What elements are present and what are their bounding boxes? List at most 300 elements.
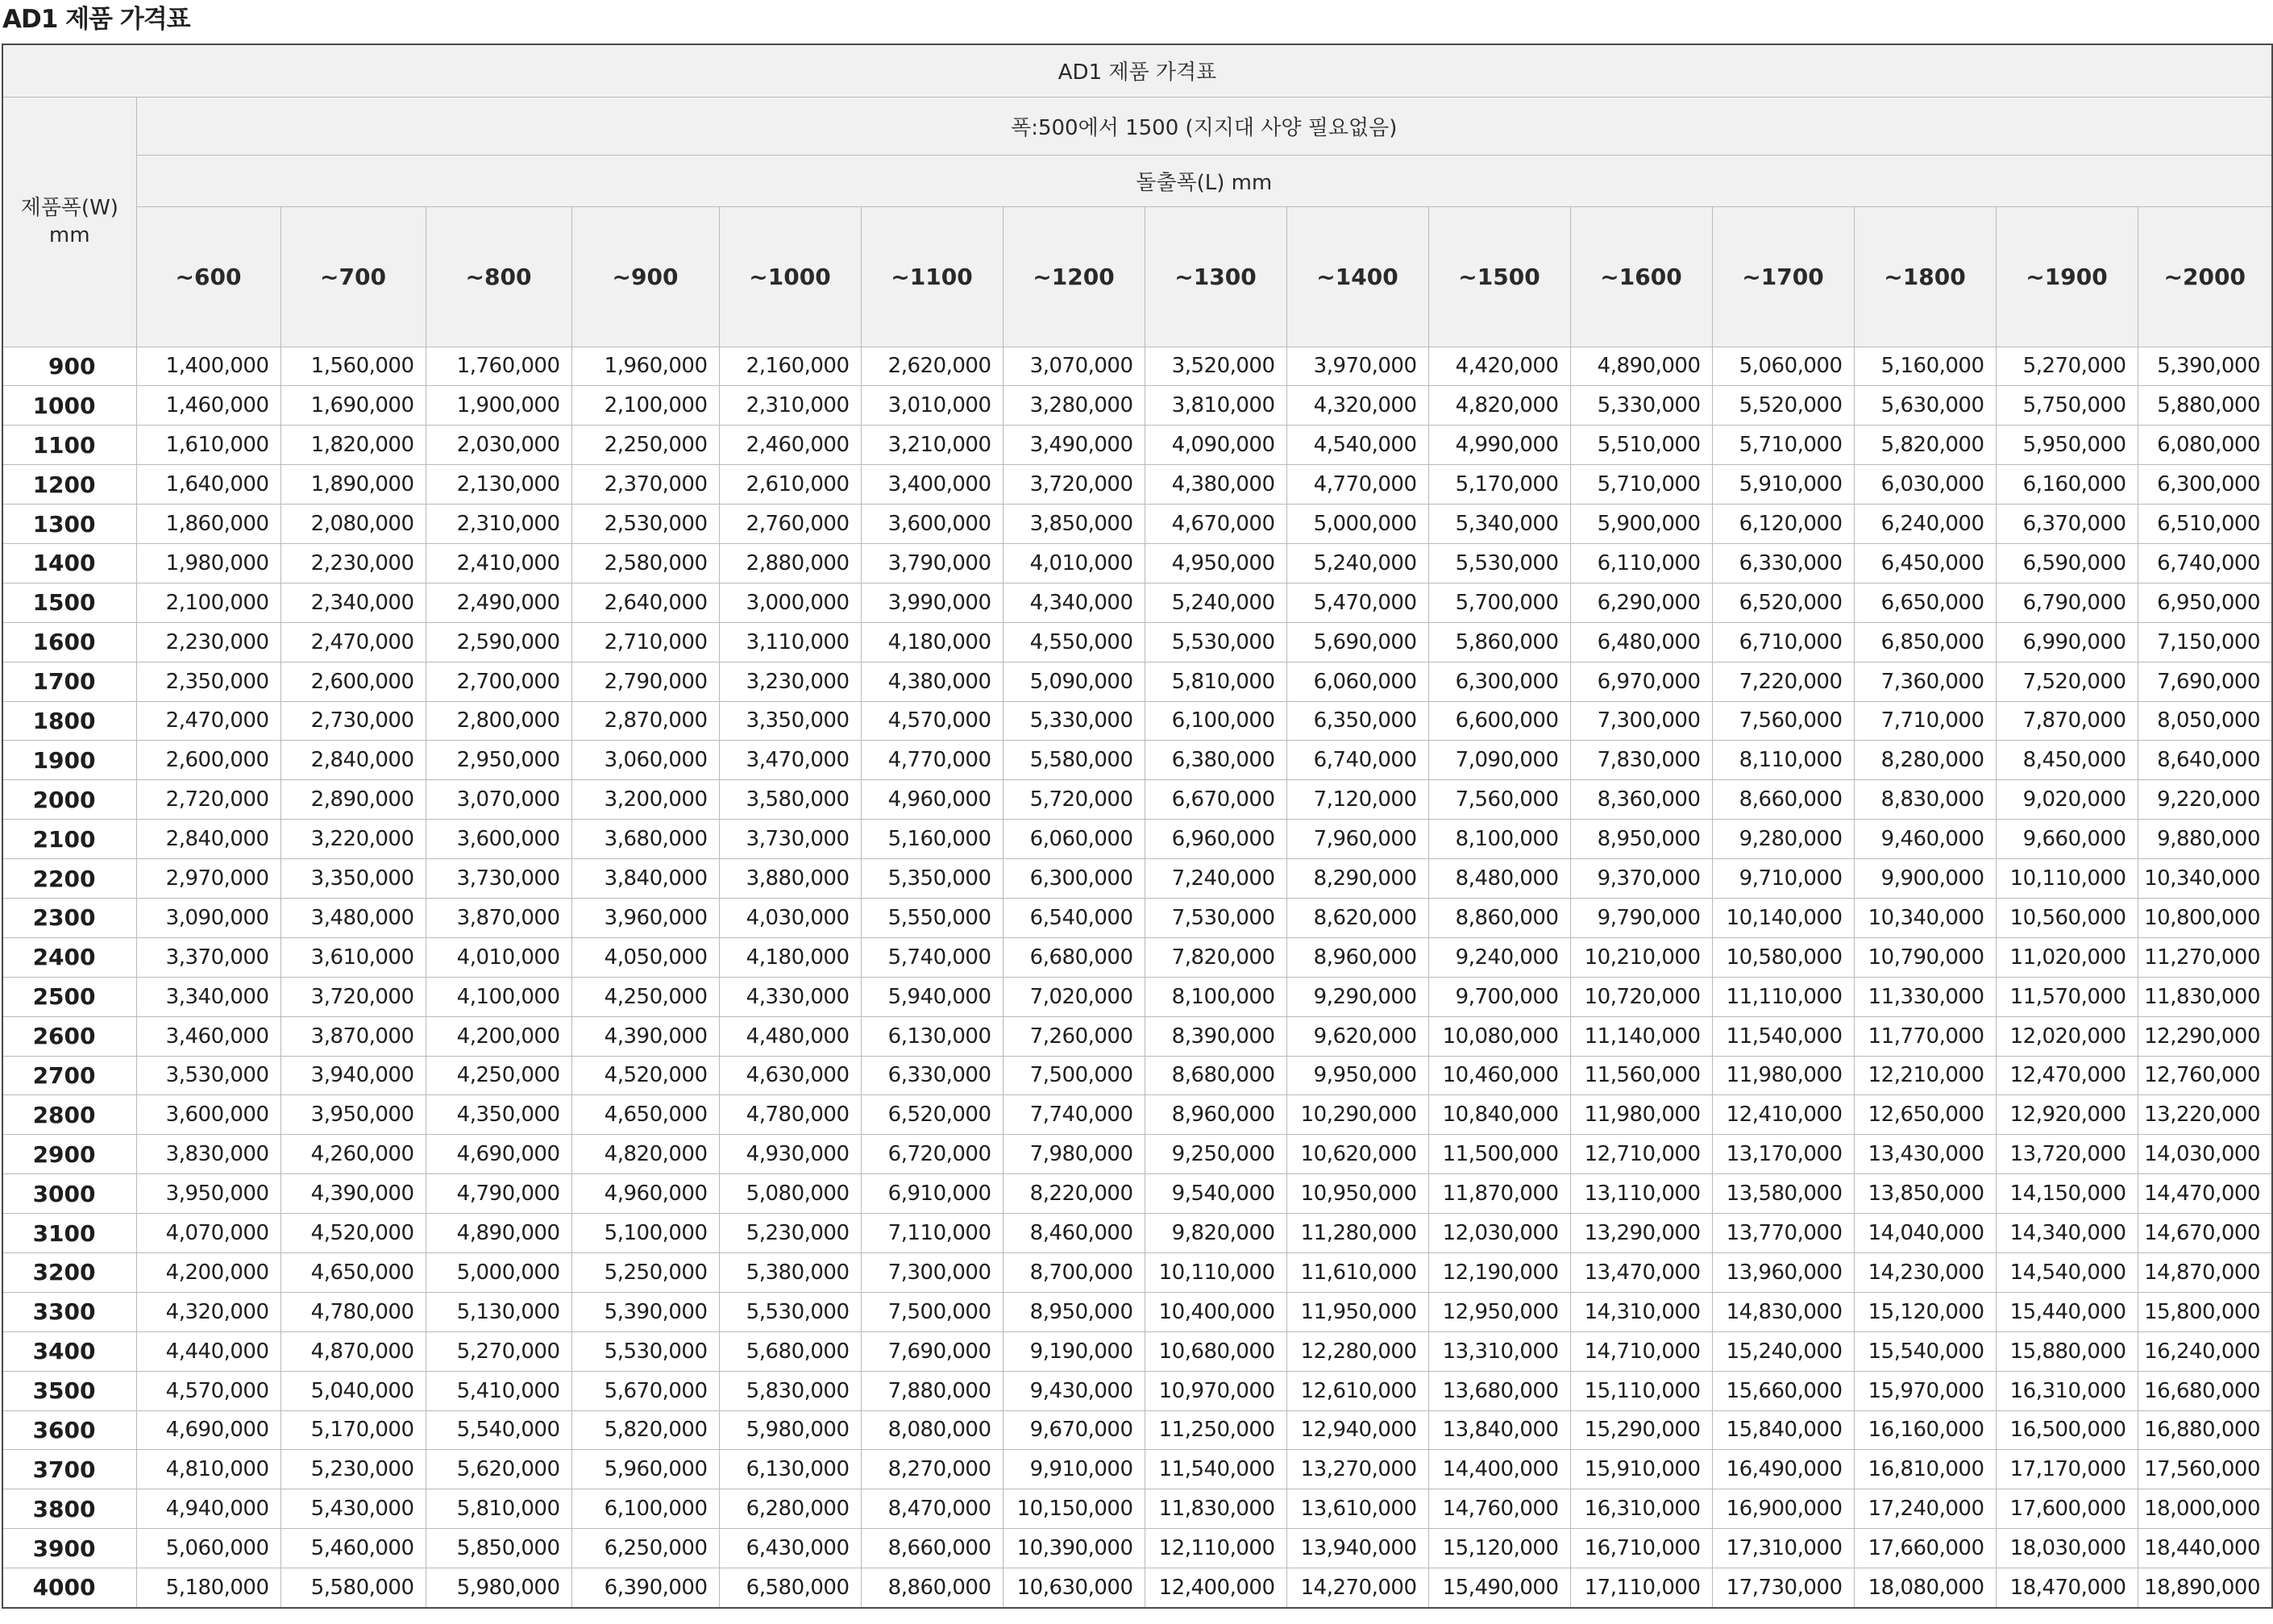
price-cell: 6,600,000 — [1428, 701, 1570, 741]
table-row — [2, 583, 2272, 622]
price-cell: 3,970,000 — [1286, 347, 1428, 386]
price-cell: 5,230,000 — [719, 1214, 861, 1253]
price-cell: 6,250,000 — [571, 1529, 719, 1568]
price-cell: 5,060,000 — [136, 1529, 280, 1568]
price-cell: 3,880,000 — [719, 859, 861, 899]
price-cell: 6,740,000 — [2138, 543, 2272, 583]
price-cell: 6,030,000 — [1854, 465, 1996, 505]
row-width-label: 1500 — [2, 583, 136, 622]
table-row — [2, 465, 2272, 505]
price-cell: 1,690,000 — [280, 386, 426, 426]
column-header: ~1600 — [1570, 206, 1712, 347]
price-cell: 5,980,000 — [719, 1410, 861, 1450]
price-cell: 6,080,000 — [2138, 426, 2272, 465]
price-cell: 1,900,000 — [426, 386, 571, 426]
price-cell: 4,820,000 — [1428, 386, 1570, 426]
price-cell: 4,960,000 — [861, 780, 1003, 820]
price-cell: 1,560,000 — [280, 347, 426, 386]
price-cell: 3,520,000 — [1145, 347, 1286, 386]
price-cell: 11,830,000 — [2138, 977, 2272, 1016]
price-cell: 4,480,000 — [719, 1016, 861, 1056]
price-cell: 11,540,000 — [1145, 1450, 1286, 1489]
price-cell: 12,190,000 — [1428, 1252, 1570, 1292]
price-cell: 5,270,000 — [426, 1331, 571, 1371]
price-cell: 5,390,000 — [2138, 347, 2272, 386]
price-cell: 7,880,000 — [861, 1371, 1003, 1410]
price-cell: 10,630,000 — [1003, 1568, 1145, 1608]
price-cell: 6,540,000 — [1003, 898, 1145, 937]
price-cell: 6,380,000 — [1145, 741, 1286, 780]
table-row — [2, 1529, 2272, 1568]
price-cell: 2,790,000 — [571, 662, 719, 701]
price-cell: 7,830,000 — [1570, 741, 1712, 780]
column-header: ~1500 — [1428, 206, 1570, 347]
price-cell: 6,120,000 — [1712, 505, 1854, 544]
price-cell: 3,990,000 — [861, 583, 1003, 622]
price-cell: 4,010,000 — [426, 937, 571, 977]
price-cell: 4,180,000 — [719, 937, 861, 977]
price-cell: 1,820,000 — [280, 426, 426, 465]
price-cell: 5,100,000 — [571, 1214, 719, 1253]
row-width-label: 2600 — [2, 1016, 136, 1056]
price-cell: 5,470,000 — [1286, 583, 1428, 622]
row-width-label: 2400 — [2, 937, 136, 977]
table-row — [2, 1371, 2272, 1410]
price-cell: 17,110,000 — [1570, 1568, 1712, 1608]
table-row — [2, 426, 2272, 465]
price-cell: 8,960,000 — [1145, 1095, 1286, 1135]
price-cell: 1,640,000 — [136, 465, 280, 505]
price-cell: 14,310,000 — [1570, 1292, 1712, 1331]
price-cell: 14,400,000 — [1428, 1450, 1570, 1489]
price-cell: 6,850,000 — [1854, 622, 1996, 662]
price-cell: 11,500,000 — [1428, 1135, 1570, 1174]
table-row — [2, 622, 2272, 662]
price-cell: 3,340,000 — [136, 977, 280, 1016]
price-cell: 4,940,000 — [136, 1489, 280, 1529]
price-cell: 17,730,000 — [1712, 1568, 1854, 1608]
price-cell: 12,920,000 — [1996, 1095, 2138, 1135]
price-cell: 17,170,000 — [1996, 1450, 2138, 1489]
table-row — [2, 1489, 2272, 1529]
price-cell: 13,680,000 — [1428, 1371, 1570, 1410]
price-cell: 2,710,000 — [571, 622, 719, 662]
price-cell: 3,070,000 — [426, 780, 571, 820]
price-cell: 13,430,000 — [1854, 1135, 1996, 1174]
price-cell: 3,720,000 — [280, 977, 426, 1016]
price-cell: 6,430,000 — [719, 1529, 861, 1568]
price-cell: 5,080,000 — [719, 1174, 861, 1214]
column-header: ~1400 — [1286, 206, 1428, 347]
price-cell: 12,290,000 — [2138, 1016, 2272, 1056]
price-cell: 5,390,000 — [571, 1292, 719, 1331]
row-width-label: 3100 — [2, 1214, 136, 1253]
price-cell: 16,160,000 — [1854, 1410, 1996, 1450]
price-cell: 18,890,000 — [2138, 1568, 2272, 1608]
price-cell: 16,240,000 — [2138, 1331, 2272, 1371]
price-cell: 6,710,000 — [1712, 622, 1854, 662]
price-cell: 2,370,000 — [571, 465, 719, 505]
price-cell: 2,640,000 — [571, 583, 719, 622]
price-cell: 8,660,000 — [1712, 780, 1854, 820]
table-row — [2, 1331, 2272, 1371]
price-cell: 11,110,000 — [1712, 977, 1854, 1016]
price-cell: 10,620,000 — [1286, 1135, 1428, 1174]
price-cell: 5,550,000 — [861, 898, 1003, 937]
price-cell: 2,620,000 — [861, 347, 1003, 386]
price-cell: 4,030,000 — [719, 898, 861, 937]
price-cell: 2,340,000 — [280, 583, 426, 622]
price-cell: 7,500,000 — [861, 1292, 1003, 1331]
price-cell: 5,040,000 — [280, 1371, 426, 1410]
price-cell: 3,940,000 — [280, 1056, 426, 1095]
price-cell: 8,100,000 — [1145, 977, 1286, 1016]
price-cell: 15,240,000 — [1712, 1331, 1854, 1371]
price-cell: 13,720,000 — [1996, 1135, 2138, 1174]
price-cell: 13,290,000 — [1570, 1214, 1712, 1253]
price-cell: 2,720,000 — [136, 780, 280, 820]
price-cell: 11,330,000 — [1854, 977, 1996, 1016]
price-cell: 8,390,000 — [1145, 1016, 1286, 1056]
price-cell: 16,490,000 — [1712, 1450, 1854, 1489]
price-cell: 16,310,000 — [1996, 1371, 2138, 1410]
price-cell: 4,690,000 — [136, 1410, 280, 1450]
price-cell: 2,410,000 — [426, 543, 571, 583]
price-cell: 4,330,000 — [719, 977, 861, 1016]
price-cell: 9,670,000 — [1003, 1410, 1145, 1450]
price-cell: 3,720,000 — [1003, 465, 1145, 505]
price-cell: 4,990,000 — [1428, 426, 1570, 465]
price-cell: 6,910,000 — [861, 1174, 1003, 1214]
price-cell: 5,330,000 — [1003, 701, 1145, 741]
price-cell: 10,150,000 — [1003, 1489, 1145, 1529]
price-cell: 15,490,000 — [1428, 1568, 1570, 1608]
price-cell: 16,710,000 — [1570, 1529, 1712, 1568]
price-cell: 14,040,000 — [1854, 1214, 1996, 1253]
price-cell: 9,540,000 — [1145, 1174, 1286, 1214]
price-cell: 6,370,000 — [1996, 505, 2138, 544]
price-cell: 4,250,000 — [426, 1056, 571, 1095]
price-cell: 2,230,000 — [280, 543, 426, 583]
price-cell: 17,560,000 — [2138, 1450, 2272, 1489]
price-cell: 15,120,000 — [1854, 1292, 1996, 1331]
price-cell: 5,810,000 — [426, 1489, 571, 1529]
price-cell: 12,020,000 — [1996, 1016, 2138, 1056]
price-cell: 9,220,000 — [2138, 780, 2272, 820]
price-cell: 3,830,000 — [136, 1135, 280, 1174]
price-cell: 14,540,000 — [1996, 1252, 2138, 1292]
price-cell: 2,840,000 — [280, 741, 426, 780]
price-cell: 13,470,000 — [1570, 1252, 1712, 1292]
price-cell: 18,080,000 — [1854, 1568, 1996, 1608]
price-cell: 4,380,000 — [861, 662, 1003, 701]
price-cell: 9,950,000 — [1286, 1056, 1428, 1095]
price-cell: 2,760,000 — [719, 505, 861, 544]
price-cell: 2,600,000 — [280, 662, 426, 701]
price-cell: 3,350,000 — [719, 701, 861, 741]
price-cell: 14,270,000 — [1286, 1568, 1428, 1608]
price-cell: 1,610,000 — [136, 426, 280, 465]
price-cell: 5,690,000 — [1286, 622, 1428, 662]
price-cell: 2,230,000 — [136, 622, 280, 662]
price-cell: 6,130,000 — [719, 1450, 861, 1489]
price-cell: 3,200,000 — [571, 780, 719, 820]
price-cell: 13,770,000 — [1712, 1214, 1854, 1253]
width-range-note: 폭:500에서 1500 (지지대 사양 필요없음) — [136, 97, 2272, 155]
price-cell: 7,980,000 — [1003, 1135, 1145, 1174]
price-cell: 18,030,000 — [1996, 1529, 2138, 1568]
price-cell: 11,610,000 — [1286, 1252, 1428, 1292]
price-cell: 5,350,000 — [861, 859, 1003, 899]
price-cell: 5,900,000 — [1570, 505, 1712, 544]
price-cell: 5,880,000 — [2138, 386, 2272, 426]
price-cell: 11,280,000 — [1286, 1214, 1428, 1253]
price-cell: 8,860,000 — [1428, 898, 1570, 937]
price-cell: 3,610,000 — [280, 937, 426, 977]
table-row — [2, 859, 2272, 899]
price-cell: 15,290,000 — [1570, 1410, 1712, 1450]
price-cell: 4,380,000 — [1145, 465, 1286, 505]
table-row — [2, 1568, 2272, 1608]
price-cell: 18,440,000 — [2138, 1529, 2272, 1568]
price-cell: 9,710,000 — [1712, 859, 1854, 899]
price-cell: 5,090,000 — [1003, 662, 1145, 701]
price-cell: 4,250,000 — [571, 977, 719, 1016]
price-cell: 3,070,000 — [1003, 347, 1145, 386]
price-cell: 6,330,000 — [1712, 543, 1854, 583]
price-cell: 5,980,000 — [426, 1568, 571, 1608]
price-cell: 3,870,000 — [280, 1016, 426, 1056]
price-cell: 6,300,000 — [1428, 662, 1570, 701]
table-row — [2, 1056, 2272, 1095]
price-cell: 17,600,000 — [1996, 1489, 2138, 1529]
price-cell: 12,710,000 — [1570, 1135, 1712, 1174]
price-cell: 11,560,000 — [1570, 1056, 1712, 1095]
price-cell: 8,700,000 — [1003, 1252, 1145, 1292]
price-cell: 4,420,000 — [1428, 347, 1570, 386]
price-cell: 4,950,000 — [1145, 543, 1286, 583]
row-header-label-line1: 제품폭(W) — [20, 196, 118, 220]
row-width-label: 1700 — [2, 662, 136, 701]
price-cell: 3,470,000 — [719, 741, 861, 780]
price-cell: 13,170,000 — [1712, 1135, 1854, 1174]
table-row — [2, 1410, 2272, 1450]
price-cell: 7,740,000 — [1003, 1095, 1145, 1135]
price-cell: 4,770,000 — [1286, 465, 1428, 505]
price-cell: 6,590,000 — [1996, 543, 2138, 583]
price-cell: 18,000,000 — [2138, 1489, 2272, 1529]
price-cell: 14,340,000 — [1996, 1214, 2138, 1253]
row-width-label: 1900 — [2, 741, 136, 780]
price-cell: 3,810,000 — [1145, 386, 1286, 426]
table-row — [2, 820, 2272, 859]
price-cell: 2,160,000 — [719, 347, 861, 386]
price-cell: 6,960,000 — [1145, 820, 1286, 859]
table-row — [2, 505, 2272, 544]
price-cell: 11,140,000 — [1570, 1016, 1712, 1056]
price-cell: 15,120,000 — [1428, 1529, 1570, 1568]
row-header-label-line2: mm — [48, 223, 90, 247]
price-cell: 6,580,000 — [719, 1568, 861, 1608]
price-cell: 15,880,000 — [1996, 1331, 2138, 1371]
table-row — [2, 741, 2272, 780]
price-cell: 4,820,000 — [571, 1135, 719, 1174]
price-cell: 6,110,000 — [1570, 543, 1712, 583]
table-row — [2, 977, 2272, 1016]
row-width-label: 2100 — [2, 820, 136, 859]
price-cell: 3,280,000 — [1003, 386, 1145, 426]
price-cell: 11,570,000 — [1996, 977, 2138, 1016]
table-row — [2, 1292, 2272, 1331]
column-header: ~700 — [280, 206, 426, 347]
price-cell: 3,580,000 — [719, 780, 861, 820]
price-cell: 10,110,000 — [1996, 859, 2138, 899]
price-cell: 11,270,000 — [2138, 937, 2272, 977]
price-cell: 8,680,000 — [1145, 1056, 1286, 1095]
column-header: ~1000 — [719, 206, 861, 347]
price-cell: 13,110,000 — [1570, 1174, 1712, 1214]
price-cell: 6,990,000 — [1996, 622, 2138, 662]
column-header: ~1800 — [1854, 206, 1996, 347]
price-cell: 8,080,000 — [861, 1410, 1003, 1450]
price-cell: 4,070,000 — [136, 1214, 280, 1253]
price-cell: 7,560,000 — [1712, 701, 1854, 741]
row-width-label: 2900 — [2, 1135, 136, 1174]
price-cell: 9,370,000 — [1570, 859, 1712, 899]
price-cell: 12,760,000 — [2138, 1056, 2272, 1095]
price-cell: 3,090,000 — [136, 898, 280, 937]
price-cell: 5,580,000 — [280, 1568, 426, 1608]
row-width-label: 3200 — [2, 1252, 136, 1292]
price-cell: 3,000,000 — [719, 583, 861, 622]
row-width-label: 1100 — [2, 426, 136, 465]
row-width-label: 3500 — [2, 1371, 136, 1410]
price-cell: 16,310,000 — [1570, 1489, 1712, 1529]
price-cell: 7,690,000 — [2138, 662, 2272, 701]
price-cell: 13,840,000 — [1428, 1410, 1570, 1450]
price-cell: 5,710,000 — [1712, 426, 1854, 465]
price-cell: 4,790,000 — [426, 1174, 571, 1214]
price-cell: 8,290,000 — [1286, 859, 1428, 899]
table-row — [2, 1252, 2272, 1292]
price-cell: 5,810,000 — [1145, 662, 1286, 701]
price-cell: 5,820,000 — [1854, 426, 1996, 465]
column-header: ~1700 — [1712, 206, 1854, 347]
price-cell: 13,270,000 — [1286, 1450, 1428, 1489]
price-cell: 3,960,000 — [571, 898, 719, 937]
row-width-label: 900 — [2, 347, 136, 386]
price-cell: 2,350,000 — [136, 662, 280, 701]
price-cell: 3,600,000 — [426, 820, 571, 859]
price-cell: 14,710,000 — [1570, 1331, 1712, 1371]
price-cell: 6,240,000 — [1854, 505, 1996, 544]
price-cell: 7,360,000 — [1854, 662, 1996, 701]
price-cell: 11,980,000 — [1570, 1095, 1712, 1135]
price-cell: 13,580,000 — [1712, 1174, 1854, 1214]
table-row — [2, 543, 2272, 583]
price-cell: 4,570,000 — [861, 701, 1003, 741]
price-cell: 5,530,000 — [1145, 622, 1286, 662]
price-table — [2, 44, 2273, 1609]
price-cell: 8,360,000 — [1570, 780, 1712, 820]
price-cell: 12,210,000 — [1854, 1056, 1996, 1095]
price-cell: 5,230,000 — [280, 1450, 426, 1489]
price-cell: 9,820,000 — [1145, 1214, 1286, 1253]
price-cell: 3,680,000 — [571, 820, 719, 859]
price-cell: 7,260,000 — [1003, 1016, 1145, 1056]
price-cell: 10,680,000 — [1145, 1331, 1286, 1371]
price-cell: 1,980,000 — [136, 543, 280, 583]
price-cell: 16,810,000 — [1854, 1450, 1996, 1489]
row-width-label: 2700 — [2, 1056, 136, 1095]
price-cell: 13,310,000 — [1428, 1331, 1570, 1371]
price-cell: 3,850,000 — [1003, 505, 1145, 544]
price-cell: 3,230,000 — [719, 662, 861, 701]
price-cell: 5,910,000 — [1712, 465, 1854, 505]
price-cell: 6,100,000 — [571, 1489, 719, 1529]
price-cell: 8,220,000 — [1003, 1174, 1145, 1214]
price-cell: 4,050,000 — [571, 937, 719, 977]
price-cell: 4,960,000 — [571, 1174, 719, 1214]
price-cell: 6,300,000 — [2138, 465, 2272, 505]
price-cell: 1,960,000 — [571, 347, 719, 386]
price-cell: 4,780,000 — [719, 1095, 861, 1135]
price-cell: 15,440,000 — [1996, 1292, 2138, 1331]
column-header: ~800 — [426, 206, 571, 347]
price-cell: 4,930,000 — [719, 1135, 861, 1174]
price-cell: 5,830,000 — [719, 1371, 861, 1410]
price-cell: 9,880,000 — [2138, 820, 2272, 859]
price-cell: 5,170,000 — [1428, 465, 1570, 505]
price-cell: 4,100,000 — [426, 977, 571, 1016]
price-cell: 6,950,000 — [2138, 583, 2272, 622]
price-cell: 5,250,000 — [571, 1252, 719, 1292]
price-cell: 2,310,000 — [719, 386, 861, 426]
row-width-label: 3800 — [2, 1489, 136, 1529]
price-cell: 10,390,000 — [1003, 1529, 1145, 1568]
price-cell: 11,870,000 — [1428, 1174, 1570, 1214]
price-cell: 6,130,000 — [861, 1016, 1003, 1056]
price-cell: 16,900,000 — [1712, 1489, 1854, 1529]
price-cell: 2,460,000 — [719, 426, 861, 465]
price-cell: 2,250,000 — [571, 426, 719, 465]
price-cell: 3,950,000 — [136, 1174, 280, 1214]
table-caption: AD1 제품 가격표 — [2, 44, 2272, 97]
price-cell: 8,480,000 — [1428, 859, 1570, 899]
price-cell: 2,590,000 — [426, 622, 571, 662]
price-cell: 4,350,000 — [426, 1095, 571, 1135]
price-cell: 10,110,000 — [1145, 1252, 1286, 1292]
price-cell: 6,450,000 — [1854, 543, 1996, 583]
price-cell: 12,110,000 — [1145, 1529, 1286, 1568]
price-cell: 11,540,000 — [1712, 1016, 1854, 1056]
price-cell: 12,030,000 — [1428, 1214, 1570, 1253]
price-cell: 3,400,000 — [861, 465, 1003, 505]
price-cell: 8,830,000 — [1854, 780, 1996, 820]
price-cell: 2,880,000 — [719, 543, 861, 583]
price-cell: 8,460,000 — [1003, 1214, 1145, 1253]
table-row — [2, 1174, 2272, 1214]
price-cell: 5,700,000 — [1428, 583, 1570, 622]
price-cell: 5,820,000 — [571, 1410, 719, 1450]
price-cell: 4,180,000 — [861, 622, 1003, 662]
price-cell: 4,890,000 — [426, 1214, 571, 1253]
price-cell: 7,500,000 — [1003, 1056, 1145, 1095]
price-cell: 12,400,000 — [1145, 1568, 1286, 1608]
price-cell: 16,500,000 — [1996, 1410, 2138, 1450]
price-cell: 3,060,000 — [571, 741, 719, 780]
table-row — [2, 347, 2272, 386]
